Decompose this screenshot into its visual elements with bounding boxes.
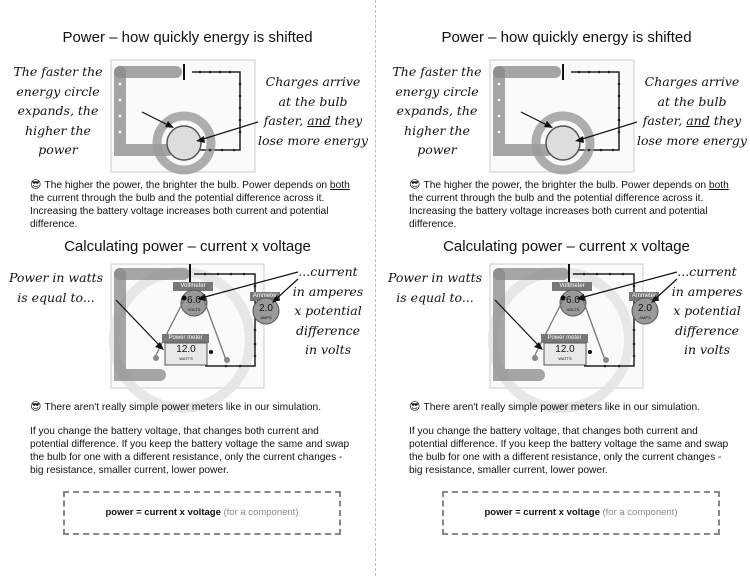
voltmeter-value: 6.0: [566, 295, 580, 306]
bulb-icon: [167, 126, 201, 160]
note-charges: Charges arrive at the bulb faster, and they lose more energy: [637, 74, 747, 148]
note-current-voltage: ...current in amperes x potential difference in volts: [292, 264, 364, 357]
ammeter-unit: AMPS: [260, 315, 272, 320]
sunglasses-icon: 😎: [30, 178, 42, 191]
cut-line: [375, 0, 376, 576]
ammeter-label: Ammeter: [252, 293, 278, 299]
ammeter-value: 2.0: [259, 303, 273, 314]
ammeter-label: Ammeter: [631, 293, 657, 299]
formula-box: power = current x voltage (for a component): [63, 491, 341, 535]
sunglasses-icon: 😎: [30, 400, 42, 413]
formula-box: power = current x voltage (for a component): [442, 491, 720, 535]
power-meter-value: 12.0: [176, 344, 196, 355]
voltmeter-unit: VOLTS: [187, 307, 201, 312]
voltmeter-value: 6.0: [187, 295, 201, 306]
ammeter-unit: AMPS: [639, 315, 651, 320]
paragraph-battery-voltage: If you change the battery voltage, that changes both current and potential difference. If you keep the battery voltage the same and swap the bulb for one with a different resistance, only the current changes - big resistance, smaller current, lower power.: [409, 426, 729, 476]
sunglasses-icon: 😎: [409, 178, 421, 191]
note-power-watts: Power in watts is equal to...: [8, 270, 104, 305]
sunglasses-icon: 😎: [409, 400, 421, 413]
bulb-icon: [546, 126, 580, 160]
paragraph-battery-voltage: If you change the battery voltage, that changes both current and potential difference. If you keep the battery voltage the same and swap the bulb for one with a different resistance, only the current changes - big resistance, smaller current, lower power.: [30, 426, 350, 476]
ammeter-value: 2.0: [638, 303, 652, 314]
paragraph-power-meters: 😎 There aren't really simple power meters like in our simulation.: [30, 400, 322, 413]
note-energy-circle: The faster the energy circle expands, the higher the power: [13, 64, 103, 157]
note-power-watts: Power in watts is equal to...: [387, 270, 483, 305]
note-current-voltage: ...current in amperes x potential difference in volts: [671, 264, 743, 357]
paragraph-brightness: 😎 The higher the power, the brighter the bulb. Power depends on both the current through the bulb and the potential difference across it. Increasing the battery voltage increases both current and potential difference.: [409, 178, 729, 230]
paragraph-brightness: 😎 The higher the power, the brighter the bulb. Power depends on both the current through the bulb and the potential difference across it. Increasing the battery voltage increases both current and potential difference.: [30, 178, 350, 230]
voltmeter-unit: VOLTS: [566, 307, 580, 312]
note-charges: Charges arrive at the bulb faster, and they lose more energy: [258, 74, 368, 148]
heading-power: Power – how quickly energy is shifted: [441, 29, 692, 46]
power-meter-value: 12.0: [555, 344, 575, 355]
heading-power: Power – how quickly energy is shifted: [62, 29, 313, 46]
voltmeter-label: Voltmeter: [559, 283, 585, 289]
note-energy-circle: The faster the energy circle expands, the higher the power: [392, 64, 482, 157]
power-meter-label: Power meter: [168, 335, 203, 341]
card-right: [379, 0, 750, 576]
power-meter-unit: WATTS: [558, 356, 572, 361]
heading-calculating-power: Calculating power – current x voltage: [64, 238, 311, 255]
power-meter-label: Power meter: [547, 335, 582, 341]
voltmeter-label: Voltmeter: [180, 283, 206, 289]
paragraph-power-meters: 😎 There aren't really simple power meters like in our simulation.: [409, 400, 701, 413]
heading-calculating-power: Calculating power – current x voltage: [443, 238, 690, 255]
power-meter-unit: WATTS: [179, 356, 193, 361]
